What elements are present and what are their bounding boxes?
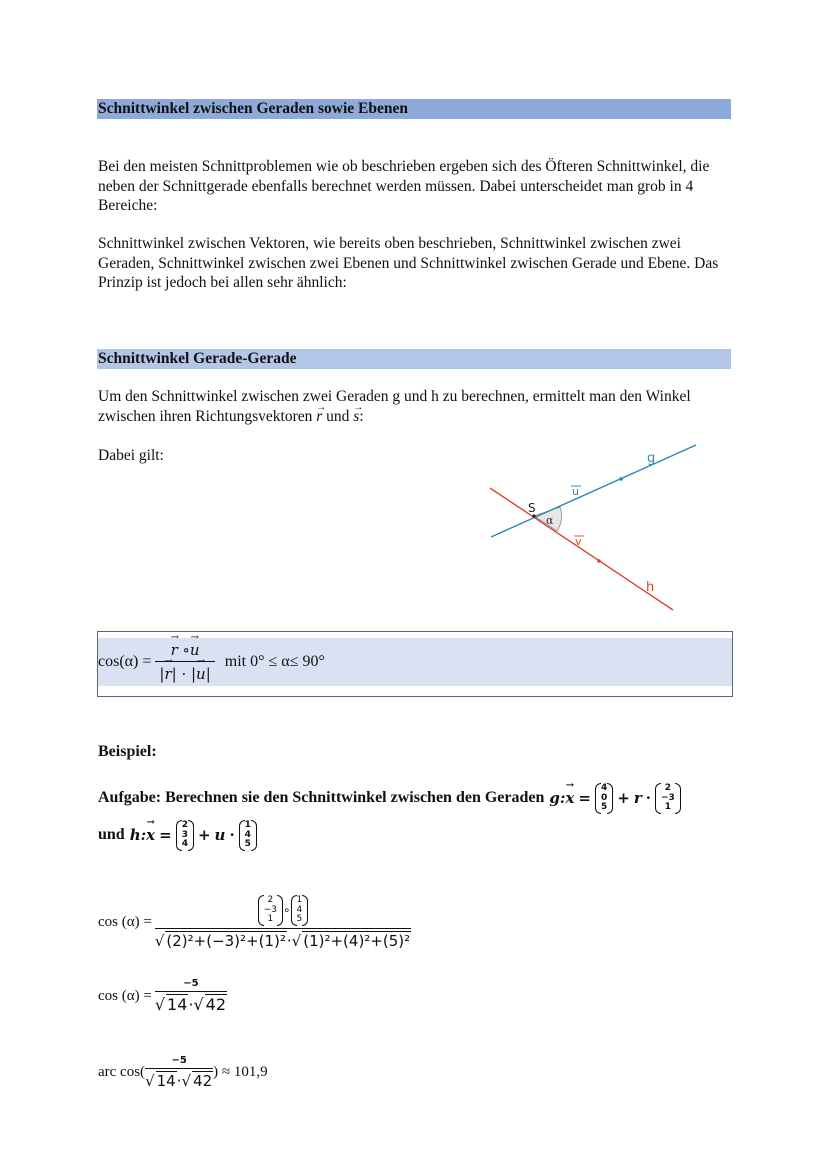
vector-component: 4: [296, 904, 303, 915]
line-g-support-vector: [595, 783, 613, 814]
plus-sign: +: [197, 826, 211, 845]
cosine-formula: [98, 638, 325, 686]
line-h-direction-vector: [239, 820, 257, 851]
task-line-h: [98, 820, 257, 851]
line-g: [491, 445, 696, 537]
step1-numerator: [258, 895, 309, 928]
line-g-vector-x: → x: [565, 789, 574, 807]
vector-component: 4: [181, 839, 188, 849]
vector-component: 1: [296, 895, 303, 905]
intersection-label: S: [528, 501, 536, 515]
step1-sqrt-b: (1)²+(4)²+(5)²: [303, 931, 411, 950]
step1-fraction: [155, 895, 411, 950]
line-g-direction-vector: [655, 783, 681, 814]
formula-denominator: [155, 661, 214, 683]
step2-denominator: √ 14·√ 42: [155, 991, 227, 1014]
formula-box: [97, 631, 733, 697]
multiply-dot: ·: [188, 995, 194, 1014]
step1-denominator: √ (2)²+(−3)²+(1)²·√ (1)²+(4)²+(5)²: [155, 928, 411, 950]
step1-dot-operator: ∘: [282, 903, 291, 918]
abs-close: |: [205, 665, 211, 683]
step2-sqrt-b: 42: [205, 995, 227, 1014]
step3-prefix: arc cos(: [98, 1064, 146, 1080]
line-h-vector-x: → x: [146, 826, 155, 844]
vector-component: 2: [664, 783, 671, 793]
vector-component: 4: [600, 783, 608, 793]
vector-r: → r: [316, 407, 322, 427]
vector-component: 2: [181, 820, 188, 830]
vector-component: −3: [660, 792, 675, 803]
vector-component: 2: [267, 895, 274, 905]
denominator-vector-u: → u: [196, 665, 206, 683]
line-line-paragraph: [98, 387, 738, 426]
and-text: und: [322, 407, 354, 425]
abs-mid: | · |: [171, 665, 197, 683]
calculation-step-2: [98, 978, 227, 1014]
line-h-label: h: [646, 580, 655, 595]
vector-u-label: u: [572, 485, 579, 498]
multiply-dot: ·: [645, 789, 651, 808]
vector-component: 3: [181, 829, 188, 840]
step3-numerator: −5: [171, 1055, 187, 1066]
colon: :: [140, 826, 147, 845]
multiply-dot: ·: [176, 1072, 182, 1090]
dot-operator: ∘: [177, 641, 190, 659]
categories-paragraph: Schnittwinkel zwischen Vektoren, wie bereits oben beschrieben, Schnittwinkel zwischen zwei Geraden, Schnittwinkel zwischen zwei Ebenen und Schnittwinkel zwischen Gerade und Ebene. Das Prinzip ist jedoch bei allen sehr ähnlich:: [98, 235, 719, 291]
numerator-vector-r: → r: [171, 641, 178, 659]
line-g-name: g: [549, 789, 560, 808]
formula-condition: mit 0° ≤ α≤ 90°: [224, 653, 325, 670]
equals-sign: =: [578, 789, 591, 808]
step3-denominator: √ 14·√ 42: [145, 1068, 213, 1090]
section-heading-intersection-angles: Schnittwinkel zwischen Geraden sowie Ebenen: [97, 99, 731, 119]
equals-sign: =: [159, 826, 172, 845]
step2-lhs: cos (α) =: [98, 987, 152, 1004]
example-label: Beispiel:: [98, 743, 157, 760]
vector-component: 1: [664, 802, 671, 812]
line-h-name: h: [129, 826, 141, 845]
vector-v-label: v: [575, 535, 582, 548]
vector-component: 4: [244, 829, 251, 840]
line-g-label: g: [647, 451, 656, 466]
step1-vector-b: [291, 895, 309, 926]
vector-component: 1: [244, 820, 251, 830]
vector-s: → s: [353, 407, 359, 427]
vector-component: 5: [296, 914, 303, 924]
multiply-dot: ·: [286, 931, 292, 950]
step2-numerator: −5: [183, 978, 199, 989]
formula-lhs: cos(α) =: [98, 653, 152, 670]
plus-sign: +: [617, 789, 630, 808]
vector-component: −3: [263, 904, 277, 915]
step2-sqrt-a: 14: [167, 995, 188, 1014]
intersecting-lines-diagram: [480, 435, 710, 620]
line-h-support-vector: [176, 820, 194, 851]
line-h-param: u: [214, 826, 226, 845]
task-text: Aufgabe: Berechnen sie den Schnittwinkel zwischen den Geraden: [98, 789, 545, 807]
step3-sqrt-b: 42: [193, 1072, 213, 1090]
angle-label: α: [546, 514, 554, 527]
direction-marker-g: [619, 477, 623, 481]
formula-fraction: [155, 641, 214, 683]
step3-sqrt-a: 14: [156, 1072, 176, 1090]
dabei-gilt-label: Dabei gilt:: [98, 447, 164, 464]
line-g-param: r: [633, 789, 642, 808]
task-line-g: [98, 783, 681, 814]
direction-marker-h: [597, 559, 601, 563]
vector-component: 1: [267, 914, 274, 924]
calculation-step-1: [98, 895, 411, 950]
step3-result: ) ≈ 101,9: [213, 1064, 268, 1080]
abs-open: |: [159, 665, 165, 683]
step3-fraction: [145, 1055, 213, 1090]
multiply-dot: ·: [229, 826, 235, 845]
step1-vector-a: [258, 895, 283, 926]
step1-lhs: cos (α) =: [98, 913, 152, 930]
intro-paragraph: Bei den meisten Schnittproblemen wie ob beschrieben ergeben sich des Öfteren Schnittwinkel, die neben der Schnittgerade ebenfalls berechnet werden müssen. Dabei unterscheidet man grob in 4 Bereiche:: [98, 158, 710, 214]
connector-text: und: [98, 826, 125, 844]
denominator-vector-r: → r: [164, 665, 171, 683]
numerator-vector-u: → u: [190, 641, 200, 659]
section-heading-line-line: Schnittwinkel Gerade-Gerade: [97, 349, 731, 369]
step1-sqrt-a: (2)²+(−3)²+(1)²: [166, 931, 286, 950]
vector-component: 5: [600, 802, 608, 812]
vector-component: 0: [600, 792, 608, 803]
step2-fraction: [155, 978, 227, 1014]
intro-text: Um den Schnittwinkel zwischen zwei Geraden g und h zu berechnen, ermittelt man den Winkel zwischen ihren Richtungsvektoren: [98, 388, 691, 425]
calculation-step-3: [98, 1055, 268, 1090]
colon: :: [559, 789, 566, 808]
vector-component: 5: [244, 839, 251, 849]
colon-text: :: [359, 407, 364, 425]
